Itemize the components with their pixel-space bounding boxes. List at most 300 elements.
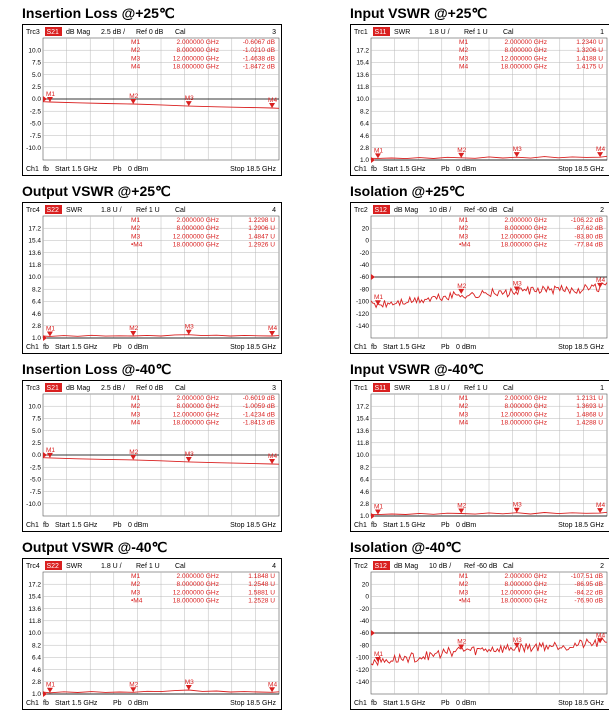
marker-label: M4 <box>596 276 606 284</box>
ref-label: Ref -60 dB <box>464 563 498 570</box>
marker-label: M1 <box>45 681 55 689</box>
analyzer-screen <box>22 24 282 176</box>
pb-label: Pb <box>113 344 122 351</box>
marker-table-freq: 12.000000 GHz <box>172 55 219 63</box>
format-label: SWR <box>394 29 411 36</box>
marker-table-name: M3 <box>131 411 141 419</box>
marker-table-name: •M4 <box>131 597 143 605</box>
start-freq: Start 1.5 GHz <box>383 522 426 529</box>
marker-table-value: -1.0059 dB <box>242 403 275 411</box>
scale-label: 1.8 U / <box>429 385 450 392</box>
marker-table-name: M2 <box>131 225 141 233</box>
y-tick-label: 8.2 <box>31 286 41 294</box>
cal-label: Cal <box>175 29 186 36</box>
start-freq: Start 1.5 GHz <box>55 522 98 529</box>
marker-table-value: 1.1848 U <box>248 573 275 580</box>
marker-label: M2 <box>129 92 139 100</box>
y-tick-label: 10.0 <box>28 630 41 638</box>
param-label: S11 <box>374 29 387 36</box>
marker-label: M2 <box>129 448 139 456</box>
fb-label: fb <box>371 522 377 529</box>
fb-label: fb <box>371 344 377 351</box>
marker-table-freq: 8.000000 GHz <box>504 581 547 589</box>
scale-label: 2.5 dB / <box>101 29 126 36</box>
y-tick-label: -40 <box>359 618 369 625</box>
analyzer-plot <box>23 203 281 353</box>
marker-table-name: M3 <box>459 233 469 241</box>
marker-table-name: M3 <box>131 589 141 597</box>
y-tick-label: -2.5 <box>29 464 41 472</box>
y-tick-label: 20 <box>361 581 369 589</box>
y-tick-label: 17.2 <box>356 403 369 411</box>
analyzer-plot <box>23 559 281 709</box>
trace-id: Trc3 <box>26 29 40 36</box>
pb-label: Pb <box>441 166 450 173</box>
marker-table-name: M2 <box>459 403 469 411</box>
marker-table-value: -84.22 dB <box>574 589 603 597</box>
scale-label: 2.5 dB / <box>101 385 126 392</box>
marker-label: M3 <box>512 280 522 288</box>
y-tick-label: -80 <box>359 286 369 294</box>
marker-table-value: 1.3693 U <box>576 403 603 411</box>
marker-table-freq: 2.000000 GHz <box>504 573 547 580</box>
y-tick-label: 15.4 <box>356 59 369 67</box>
y-tick-label: 10.0 <box>28 47 41 55</box>
marker-table-value: 1.4868 U <box>576 411 603 419</box>
marker-table-value: 1.2528 U <box>248 597 275 605</box>
fb-label: fb <box>43 344 49 351</box>
marker-table-value: -106.22 dB <box>570 217 603 224</box>
marker-table-name: M2 <box>459 225 469 233</box>
marker-table-freq: 2.000000 GHz <box>176 217 219 224</box>
y-tick-label: 2.5 <box>31 84 41 91</box>
marker-label: M2 <box>457 282 467 290</box>
y-tick-label: 17.2 <box>28 581 41 589</box>
power-label: 0 dBm <box>128 700 149 707</box>
marker-table-name: M2 <box>459 581 469 589</box>
marker-label: M3 <box>184 450 194 458</box>
marker-label: M4 <box>596 632 606 640</box>
y-tick-label: -40 <box>359 262 369 269</box>
marker-label: M4 <box>596 502 606 510</box>
marker-table-name: M1 <box>459 217 469 224</box>
marker-table-freq: 18.000000 GHz <box>500 419 547 427</box>
y-tick-label: 6.4 <box>359 476 369 484</box>
param-label: S21 <box>46 385 59 392</box>
y-tick-label: 11.8 <box>28 262 41 269</box>
fb-label: fb <box>371 700 377 707</box>
y-tick-label: -10.0 <box>26 145 41 152</box>
channel-label: Ch1 <box>26 166 39 173</box>
y-tick-label: -7.5 <box>29 132 41 140</box>
marker-label: M1 <box>373 650 383 658</box>
cal-label: Cal <box>503 385 514 392</box>
marker-table-value: -1.8472 dB <box>242 63 275 71</box>
power-label: 0 dBm <box>128 522 149 529</box>
y-tick-label: -10.0 <box>26 501 41 508</box>
y-tick-label: 11.8 <box>28 618 41 625</box>
trace-id: Trc2 <box>354 207 368 214</box>
marker-table-value: 1.4288 U <box>576 419 603 427</box>
pb-label: Pb <box>441 522 450 529</box>
y-tick-label: 1.0 <box>359 157 369 165</box>
chart-title: Input VSWR @-40℃ <box>350 361 484 377</box>
marker-table-value: -76.90 dB <box>574 597 603 605</box>
trace-id: Trc1 <box>354 29 368 36</box>
y-tick-label: 13.6 <box>28 249 41 257</box>
marker-label: M4 <box>268 325 278 333</box>
marker-table-value: 1.2906 U <box>248 225 275 233</box>
chart-title: Insertion Loss @-40℃ <box>22 361 172 377</box>
stop-freq: Stop 18.5 GHz <box>230 344 276 351</box>
marker-table-freq: 18.000000 GHz <box>172 63 219 71</box>
marker-table-value: 1.2298 U <box>248 217 275 224</box>
marker-table-value: 1.2548 U <box>248 581 275 589</box>
fb-label: fb <box>43 522 49 529</box>
chart-title: Isolation @-40℃ <box>350 539 462 555</box>
marker-table-freq: 12.000000 GHz <box>172 589 219 597</box>
marker-table-freq: 2.000000 GHz <box>176 39 219 46</box>
format-label: dB Mag <box>66 385 91 392</box>
start-freq: Start 1.5 GHz <box>383 344 426 351</box>
marker-table-freq: 8.000000 GHz <box>504 225 547 233</box>
pb-label: Pb <box>113 700 122 707</box>
ref-label: Ref 1 U <box>136 207 160 214</box>
analyzer-screen <box>22 202 282 354</box>
y-tick-label: 13.6 <box>28 605 41 613</box>
analyzer-screen <box>350 202 609 354</box>
stop-freq: Stop 18.5 GHz <box>558 700 604 707</box>
marker-label: M1 <box>45 446 55 454</box>
marker-table-value: 1.2340 U <box>576 39 603 46</box>
trace-id: Trc4 <box>26 563 40 570</box>
marker-table-freq: 8.000000 GHz <box>504 47 547 55</box>
y-tick-label: 2.8 <box>31 323 41 330</box>
y-tick-label: 13.6 <box>356 427 369 435</box>
y-tick-label: -20 <box>359 249 369 257</box>
marker-label: M3 <box>184 95 194 103</box>
marker-table-freq: 12.000000 GHz <box>500 589 547 597</box>
pb-label: Pb <box>113 522 122 529</box>
marker-label: M2 <box>129 681 139 689</box>
param-label: S22 <box>46 563 59 570</box>
channel-label: Ch1 <box>26 522 39 529</box>
marker-table-name: M4 <box>459 419 469 427</box>
marker-table-freq: 2.000000 GHz <box>176 395 219 402</box>
marker-table-freq: 18.000000 GHz <box>500 597 547 605</box>
y-tick-label: -120 <box>355 310 369 318</box>
chart-title: Output VSWR @+25℃ <box>22 183 171 199</box>
marker-table-name: M1 <box>131 217 141 224</box>
y-tick-label: -100 <box>355 298 369 306</box>
y-tick-label: -7.5 <box>29 488 41 496</box>
stop-freq: Stop 18.5 GHz <box>558 344 604 351</box>
marker-table-freq: 18.000000 GHz <box>172 241 219 249</box>
y-tick-label: 15.4 <box>28 237 41 245</box>
chart-title: Input VSWR @+25℃ <box>350 5 488 21</box>
analyzer-plot <box>23 25 281 175</box>
analyzer-plot <box>351 559 609 709</box>
analyzer-screen <box>22 558 282 710</box>
cal-label: Cal <box>503 563 514 570</box>
marker-table-freq: 12.000000 GHz <box>500 411 547 419</box>
analyzer-screen <box>350 24 609 176</box>
marker-label: M2 <box>457 638 467 646</box>
y-tick-label: -100 <box>355 654 369 662</box>
marker-label: M1 <box>373 503 383 511</box>
analyzer-plot <box>351 25 609 175</box>
trace-number: 1 <box>600 385 604 392</box>
y-tick-label: 17.2 <box>28 225 41 233</box>
marker-table-freq: 2.000000 GHz <box>504 217 547 224</box>
marker-label: M1 <box>45 325 55 333</box>
analyzer-screen <box>350 380 609 532</box>
y-tick-label: 15.4 <box>356 415 369 423</box>
power-label: 0 dBm <box>456 344 477 351</box>
y-tick-label: 0 <box>365 593 369 601</box>
trace-number: 3 <box>272 385 276 392</box>
marker-table-name: M3 <box>459 589 469 597</box>
marker-table-freq: 12.000000 GHz <box>172 233 219 241</box>
marker-label: M1 <box>373 147 383 155</box>
channel-label: Ch1 <box>354 700 367 707</box>
y-tick-label: 4.6 <box>31 310 41 318</box>
format-label: SWR <box>394 385 411 392</box>
marker-table-value: -86.95 dB <box>574 581 603 589</box>
y-tick-label: -140 <box>355 679 369 686</box>
trace-id: Trc2 <box>354 563 368 570</box>
y-tick-label: 10.0 <box>28 274 41 282</box>
format-label: SWR <box>66 563 83 570</box>
marker-table-freq: 18.000000 GHz <box>500 63 547 71</box>
marker-label: M3 <box>512 146 522 154</box>
format-label: dB Mag <box>66 29 91 36</box>
stop-freq: Stop 18.5 GHz <box>230 166 276 173</box>
ref-label: Ref 0 dB <box>136 29 164 36</box>
marker-label: M4 <box>596 146 606 154</box>
y-tick-label: -5.0 <box>29 120 41 128</box>
marker-table-name: M2 <box>131 581 141 589</box>
marker-table-name: M1 <box>459 573 469 580</box>
marker-table-value: 1.5881 U <box>248 589 275 597</box>
y-tick-label: 4.6 <box>359 488 369 496</box>
y-tick-label: 0 <box>365 237 369 245</box>
ref-label: Ref 0 dB <box>136 385 164 392</box>
ref-label: Ref 1 U <box>464 29 488 36</box>
trace-number: 1 <box>600 29 604 36</box>
power-label: 0 dBm <box>128 344 149 351</box>
marker-table-freq: 8.000000 GHz <box>176 581 219 589</box>
y-tick-label: 1.0 <box>31 691 41 699</box>
y-tick-label: 17.2 <box>356 47 369 55</box>
marker-table-freq: 2.000000 GHz <box>504 395 547 402</box>
marker-label: M2 <box>457 146 467 154</box>
marker-table-value: -1.0210 dB <box>242 47 275 55</box>
analyzer-plot <box>23 381 281 531</box>
marker-table-value: -1.4638 dB <box>242 55 275 63</box>
param-label: S21 <box>46 29 59 36</box>
trace-id: Trc4 <box>26 207 40 214</box>
marker-table-freq: 12.000000 GHz <box>172 411 219 419</box>
y-tick-label: 2.5 <box>31 440 41 447</box>
marker-label: M3 <box>512 636 522 644</box>
cal-label: Cal <box>175 385 186 392</box>
format-label: SWR <box>66 207 83 214</box>
param-label: S12 <box>374 207 387 214</box>
marker-table-name: M4 <box>131 63 141 71</box>
marker-table-name: M3 <box>131 55 141 63</box>
marker-table-name: M3 <box>131 233 141 241</box>
cal-label: Cal <box>503 207 514 214</box>
marker-table-value: 1.4175 U <box>576 63 603 71</box>
stop-freq: Stop 18.5 GHz <box>558 166 604 173</box>
trace-number: 4 <box>272 207 276 214</box>
fb-label: fb <box>43 700 49 707</box>
analyzer-plot <box>351 381 609 531</box>
y-tick-label: 11.8 <box>356 84 369 91</box>
marker-table-freq: 18.000000 GHz <box>172 419 219 427</box>
marker-table-value: -1.8413 dB <box>242 419 275 427</box>
ref-label: Ref -60 dB <box>464 207 498 214</box>
analyzer-screen <box>22 380 282 532</box>
power-label: 0 dBm <box>128 166 149 173</box>
marker-table-name: M2 <box>131 47 141 55</box>
trace-number: 2 <box>600 207 604 214</box>
y-tick-label: 0.0 <box>31 452 41 460</box>
fb-label: fb <box>371 166 377 173</box>
channel-label: Ch1 <box>26 344 39 351</box>
marker-table-value: 1.2926 U <box>248 241 275 249</box>
marker-table-name: M4 <box>459 63 469 71</box>
y-tick-label: 8.2 <box>359 464 369 472</box>
ref-label: Ref 1 U <box>136 563 160 570</box>
marker-table-value: 1.3206 U <box>576 47 603 55</box>
marker-table-name: M1 <box>131 39 141 46</box>
trace-id: Trc3 <box>26 385 40 392</box>
scale-label: 10 dB / <box>429 207 452 214</box>
channel-label: Ch1 <box>26 700 39 707</box>
cal-label: Cal <box>175 207 186 214</box>
y-tick-label: -120 <box>355 666 369 674</box>
marker-table-value: -0.6019 dB <box>242 395 275 402</box>
ref-label: Ref 1 U <box>464 385 488 392</box>
y-tick-label: 0.0 <box>31 96 41 104</box>
y-tick-label: 6.4 <box>359 120 369 128</box>
y-tick-label: -60 <box>359 630 369 638</box>
y-tick-label: -5.0 <box>29 476 41 484</box>
marker-table-name: M1 <box>459 395 469 402</box>
y-tick-label: 4.6 <box>31 666 41 674</box>
y-tick-label: 8.2 <box>31 642 41 650</box>
marker-table-name: M4 <box>131 419 141 427</box>
power-label: 0 dBm <box>456 522 477 529</box>
y-tick-label: 6.4 <box>31 298 41 306</box>
start-freq: Start 1.5 GHz <box>55 166 98 173</box>
y-tick-label: 2.8 <box>359 145 369 152</box>
marker-table-value: -77.84 dB <box>574 241 603 249</box>
chart-title: Output VSWR @-40℃ <box>22 539 168 555</box>
y-tick-label: 15.4 <box>28 593 41 601</box>
marker-table-name: M3 <box>459 55 469 63</box>
stop-freq: Stop 18.5 GHz <box>558 522 604 529</box>
stop-freq: Stop 18.5 GHz <box>230 700 276 707</box>
marker-table-name: •M4 <box>131 241 143 249</box>
power-label: 0 dBm <box>456 700 477 707</box>
y-tick-label: 2.8 <box>359 501 369 508</box>
marker-table-name: M2 <box>459 47 469 55</box>
start-freq: Start 1.5 GHz <box>55 344 98 351</box>
y-tick-label: 10.0 <box>28 403 41 411</box>
marker-label: M3 <box>512 501 522 509</box>
marker-label: M2 <box>129 325 139 333</box>
scale-label: 1.8 U / <box>429 29 450 36</box>
chart-title: Isolation @+25℃ <box>350 183 465 199</box>
pb-label: Pb <box>113 166 122 173</box>
marker-table-name: M1 <box>459 39 469 46</box>
y-tick-label: 20 <box>361 225 369 233</box>
trace-number: 2 <box>600 563 604 570</box>
y-tick-label: 8.2 <box>359 108 369 116</box>
marker-table-value: -83.80 dB <box>574 233 603 241</box>
param-label: S12 <box>374 563 387 570</box>
start-freq: Start 1.5 GHz <box>383 700 426 707</box>
cal-label: Cal <box>175 563 186 570</box>
marker-table-value: 1.4188 U <box>576 55 603 63</box>
marker-table-freq: 12.000000 GHz <box>500 233 547 241</box>
marker-table-freq: 18.000000 GHz <box>172 597 219 605</box>
analyzer-screen <box>350 558 609 710</box>
y-tick-label: 2.8 <box>31 679 41 686</box>
marker-label: M3 <box>184 679 194 687</box>
y-tick-label: 11.8 <box>356 440 369 447</box>
marker-table-freq: 12.000000 GHz <box>500 55 547 63</box>
param-label: S22 <box>46 207 59 214</box>
y-tick-label: 5.0 <box>31 71 41 79</box>
scale-label: 10 dB / <box>429 563 452 570</box>
fb-label: fb <box>43 166 49 173</box>
channel-label: Ch1 <box>354 166 367 173</box>
marker-table-freq: 18.000000 GHz <box>500 241 547 249</box>
marker-table-freq: 8.000000 GHz <box>504 403 547 411</box>
y-tick-label: 10.0 <box>356 96 369 104</box>
marker-table-name: M2 <box>131 403 141 411</box>
marker-label: M1 <box>45 90 55 98</box>
marker-label: M4 <box>268 681 278 689</box>
marker-table-value: -87.62 dB <box>574 225 603 233</box>
y-tick-label: 7.5 <box>31 59 41 67</box>
y-tick-label: 1.0 <box>359 513 369 521</box>
y-tick-label: 5.0 <box>31 427 41 435</box>
marker-label: M4 <box>268 452 278 460</box>
marker-table-value: 1.4847 U <box>248 233 275 241</box>
start-freq: Start 1.5 GHz <box>383 166 426 173</box>
start-freq: Start 1.5 GHz <box>55 700 98 707</box>
y-tick-label: -60 <box>359 274 369 282</box>
y-tick-label: -140 <box>355 323 369 330</box>
y-tick-label: -20 <box>359 605 369 613</box>
pb-label: Pb <box>441 700 450 707</box>
format-label: dB Mag <box>394 207 419 214</box>
analyzer-plot <box>351 203 609 353</box>
marker-table-freq: 2.000000 GHz <box>176 573 219 580</box>
marker-table-name: M1 <box>131 573 141 580</box>
y-tick-label: 13.6 <box>356 71 369 79</box>
channel-label: Ch1 <box>354 522 367 529</box>
marker-table-value: -0.6067 dB <box>242 39 275 46</box>
chart-title: Insertion Loss @+25℃ <box>22 5 175 21</box>
marker-table-freq: 8.000000 GHz <box>176 47 219 55</box>
trace-id: Trc1 <box>354 385 368 392</box>
